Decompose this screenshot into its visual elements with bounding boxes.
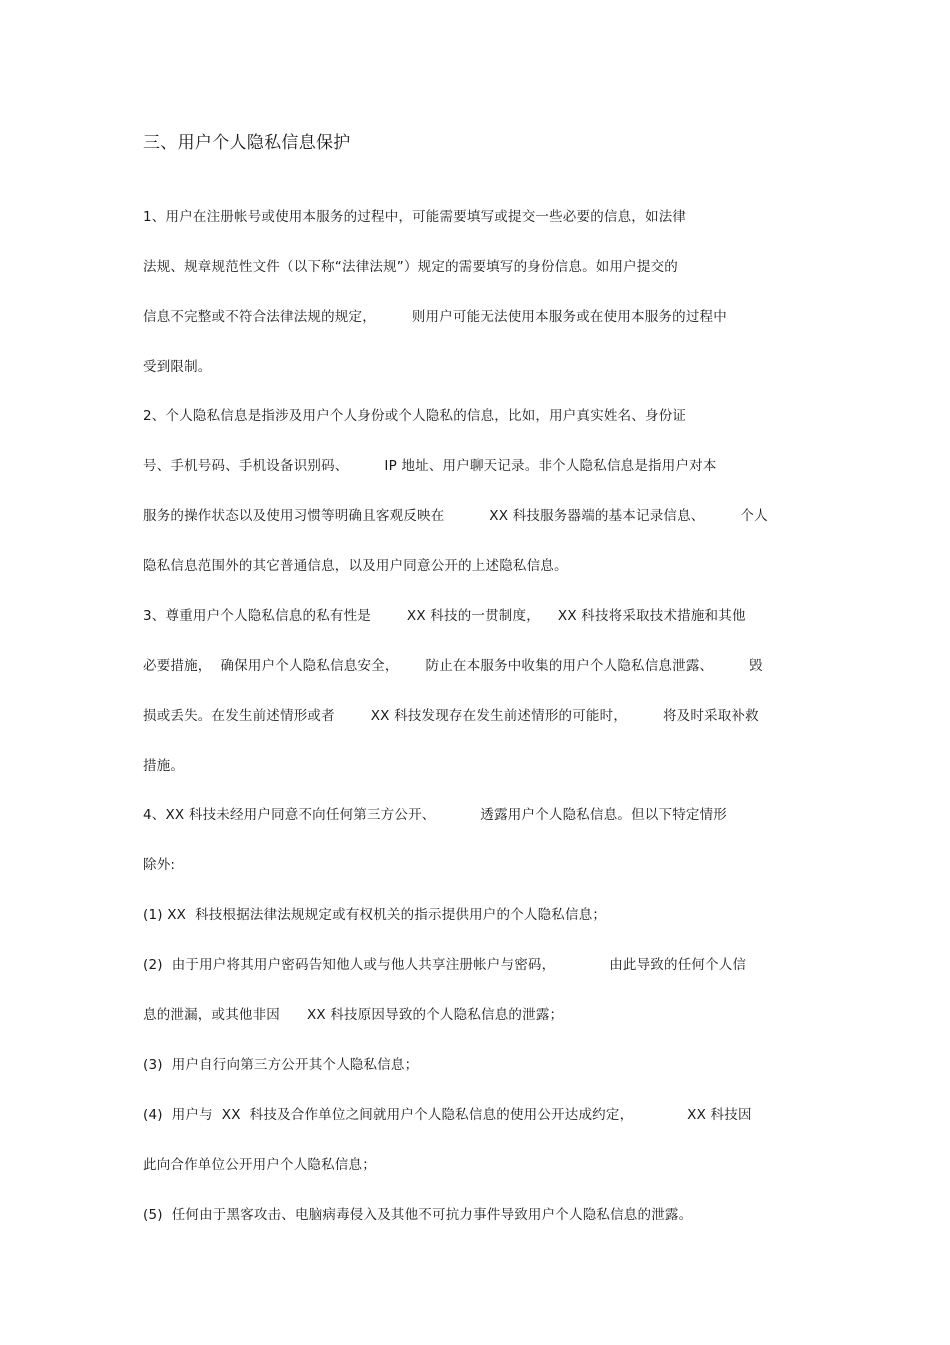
text-line	[143, 1055, 418, 1075]
text-line	[143, 1205, 692, 1225]
text-line-content: 号、手机号码、手机设备识别码、 IP 地址、用户聊天记录。非个人隐私信息是指用户对本	[143, 458, 717, 474]
text-line-content: (5) 任何由于黑客攻击、电脑病毒侵入及其他不可抗力事件导致用户个人隐私信息的泄露。	[143, 1207, 693, 1223]
text-line-content: (1) XX 科技根据法律法规规定或有权机关的指示提供用户的个人隐私信息；	[143, 907, 607, 923]
text-line-content: 隐私信息范围外的其它普通信息，以及用户同意公开的上述隐私信息。	[143, 558, 568, 574]
text-line	[143, 506, 768, 526]
text-line-content: (4) 用户与 XX 科技及合作单位之间就用户个人隐私信息的使用公开达成约定， XX 科技因	[143, 1107, 752, 1123]
text-line-content: 损或丢失。在发生前述情形或者 XX 科技发现存在发生前述情形的可能时， 将及时采取补救	[143, 708, 759, 724]
text-line-content: 除外:	[143, 857, 176, 873]
text-line	[143, 756, 184, 776]
text-line	[143, 357, 212, 377]
text-line	[143, 1155, 376, 1175]
text-line	[143, 805, 727, 825]
text-line	[143, 1005, 563, 1025]
section-title: 三、用户个人隐私信息保护	[143, 133, 351, 153]
text-line	[143, 955, 746, 975]
text-line	[143, 706, 759, 726]
text-line	[143, 606, 746, 626]
text-line-content: 法规、规章规范性文件（以下称“法律法规”）规定的需要填写的身份信息。如用户提交的	[143, 259, 678, 275]
text-line	[143, 307, 727, 327]
text-line-content: 措施。	[143, 758, 185, 774]
text-line-content: 服务的操作状态以及使用习惯等明确且客观反映在 XX 科技服务器端的基本记录信息、 个人	[143, 508, 768, 524]
text-line-content: 4、XX 科技未经用户同意不向任何第三方公开、 透露用户个人隐私信息。但以下特定情形	[143, 807, 727, 823]
text-line	[143, 207, 686, 227]
text-line	[143, 905, 606, 925]
text-line-content: (2) 由于用户将其用户密码告知他人或与他人共享注册帐户与密码， 由此导致的任何个人信	[143, 957, 747, 973]
text-line	[143, 1105, 752, 1125]
text-line-content: 信息不完整或不符合法律法规的规定， 则用户可能无法使用本服务或在使用本服务的过程中	[143, 309, 727, 325]
text-line-content: 必要措施， 确保用户个人隐私信息安全， 防止在本服务中收集的用户个人隐私信息泄露、 毁	[143, 658, 763, 674]
text-line	[143, 456, 717, 476]
text-line	[143, 656, 763, 676]
text-line-content: 3、尊重用户个人隐私信息的私有性是 XX 科技的一贯制度， XX 科技将采取技术措施和其他	[143, 608, 746, 624]
text-line-content: 2、个人隐私信息是指涉及用户个人身份或个人隐私的信息，比如，用户真实姓名、身份证	[143, 408, 687, 424]
text-line-content: 息的泄漏，或其他非因 XX 科技原因导致的个人隐私信息的泄露；	[143, 1007, 564, 1023]
text-line-content: 1、用户在注册帐号或使用本服务的过程中，可能需要填写或提交一些必要的信息，如法律	[143, 209, 687, 225]
text-line-content: 受到限制。	[143, 359, 212, 375]
text-line-content: 此向合作单位公开用户个人隐私信息；	[143, 1157, 376, 1173]
text-line	[143, 406, 686, 426]
text-line	[143, 855, 175, 875]
text-line	[143, 556, 568, 576]
text-line	[143, 257, 678, 277]
text-line-content: (3) 用户自行向第三方公开其个人隐私信息；	[143, 1057, 419, 1073]
